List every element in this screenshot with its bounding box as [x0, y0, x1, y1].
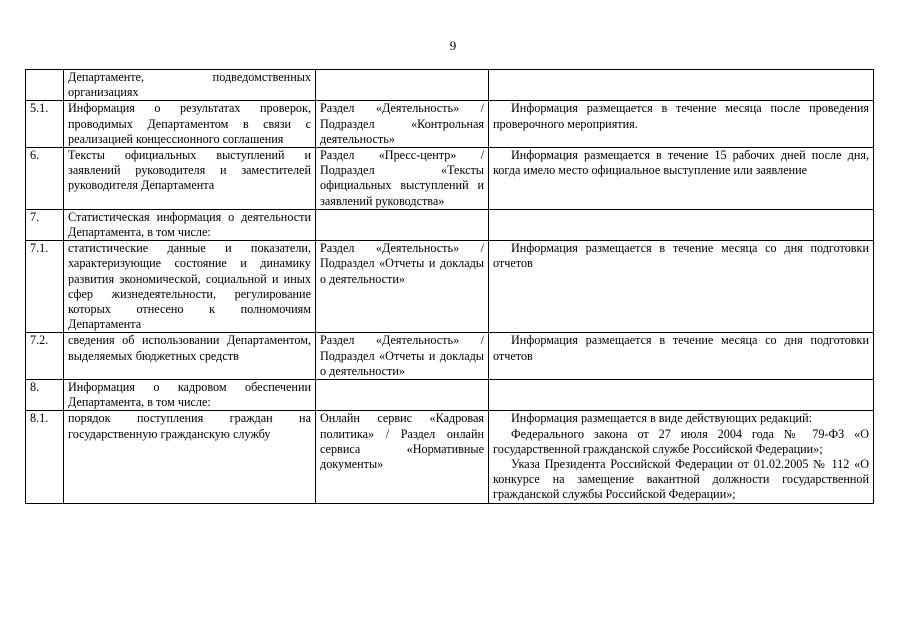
row-number: 6.: [26, 148, 64, 210]
info-paragraph: Федерального закона от 27 июля 2004 года № 79-ФЗ «О государственной гражданской службе Российской Федерации»;: [493, 426, 869, 456]
table-row: [26, 148, 874, 210]
row-section: [316, 380, 489, 411]
row-number: 8.: [26, 380, 64, 411]
row-section: Раздел «Пресс-центр» / Подраздел «Тексты официальных выступлений и заявлений руководства»: [316, 148, 489, 210]
info-paragraph: Информация размещается в виде действующих редакций:: [511, 411, 812, 426]
table-row: [26, 411, 874, 503]
table-row: [26, 241, 874, 333]
row-number: [26, 70, 64, 101]
page-number: 9: [449, 38, 457, 53]
row-number: 7.1.: [26, 241, 64, 333]
row-section: Онлайн сервис «Кадровая политика» / Раздел онлайн сервиса «Нормативные документы»: [316, 411, 489, 503]
row-info: [489, 411, 874, 503]
row-info: [489, 148, 874, 210]
row-name: Департаменте, подведомственных организациях: [64, 70, 316, 101]
row-name: Тексты официальных выступлений и заявлений руководителя и заместителей руководителя Департамента: [64, 148, 316, 210]
row-name: статистические данные и показатели, характеризующие состояние и динамику развития экономической, социальной и иных сфер жизнедеятельности, регулирование которых отнесено к полномочиям Департамента: [64, 241, 316, 333]
table-row: [26, 380, 874, 411]
row-name: сведения об использовании Департаментом, выделяемых бюджетных средств: [64, 333, 316, 380]
row-name: Информация о кадровом обеспечении Департамента, в том числе:: [64, 380, 316, 411]
row-number: 8.1.: [26, 411, 64, 503]
row-info: [489, 209, 874, 240]
info-paragraph: Информация размещается в течение 15 рабочих дней после дня, когда имело место официальное выступление или заявление: [493, 148, 869, 178]
table-row: [26, 333, 874, 380]
table-row: [26, 70, 874, 101]
info-paragraph: Информация размещается в течение месяца со дня подготовки отчетов: [493, 333, 869, 363]
info-paragraph: Информация размещается в течение месяца после проведения проверочного мероприятия.: [493, 101, 869, 131]
row-section: Раздел «Деятельность» / Подраздел «Отчеты и доклады о деятельности»: [316, 333, 489, 380]
row-info: [489, 101, 874, 148]
row-section: [316, 70, 489, 101]
row-info: [489, 70, 874, 101]
row-section: [316, 209, 489, 240]
row-name: порядок поступления граждан на государственную гражданскую службу: [64, 411, 316, 503]
row-info: [489, 333, 874, 380]
table-row: [26, 209, 874, 240]
disclosure-table: [25, 69, 874, 504]
row-name: Информация о результатах проверок, проводимых Департаментом в связи с реализацией концессионного соглашения: [64, 101, 316, 148]
row-section: Раздел «Деятельность» / Подраздел «Отчеты и доклады о деятельности»: [316, 241, 489, 333]
row-section: Раздел «Деятельность» / Подраздел «Контрольная деятельность»: [316, 101, 489, 148]
table-row: [26, 101, 874, 148]
row-info: [489, 241, 874, 333]
row-info: [489, 380, 874, 411]
info-paragraph: Указа Президента Российской Федерации от 01.02.2005 № 112 «О конкурсе на замещение вакантной должности государственной гражданской службы Российской Федерации»;: [493, 457, 869, 502]
row-number: 7.2.: [26, 333, 64, 380]
row-name: Статистическая информация о деятельности Департамента, в том числе:: [64, 209, 316, 240]
row-number: 5.1.: [26, 101, 64, 148]
info-paragraph: Информация размещается в течение месяца со дня подготовки отчетов: [493, 241, 869, 271]
row-number: 7.: [26, 209, 64, 240]
